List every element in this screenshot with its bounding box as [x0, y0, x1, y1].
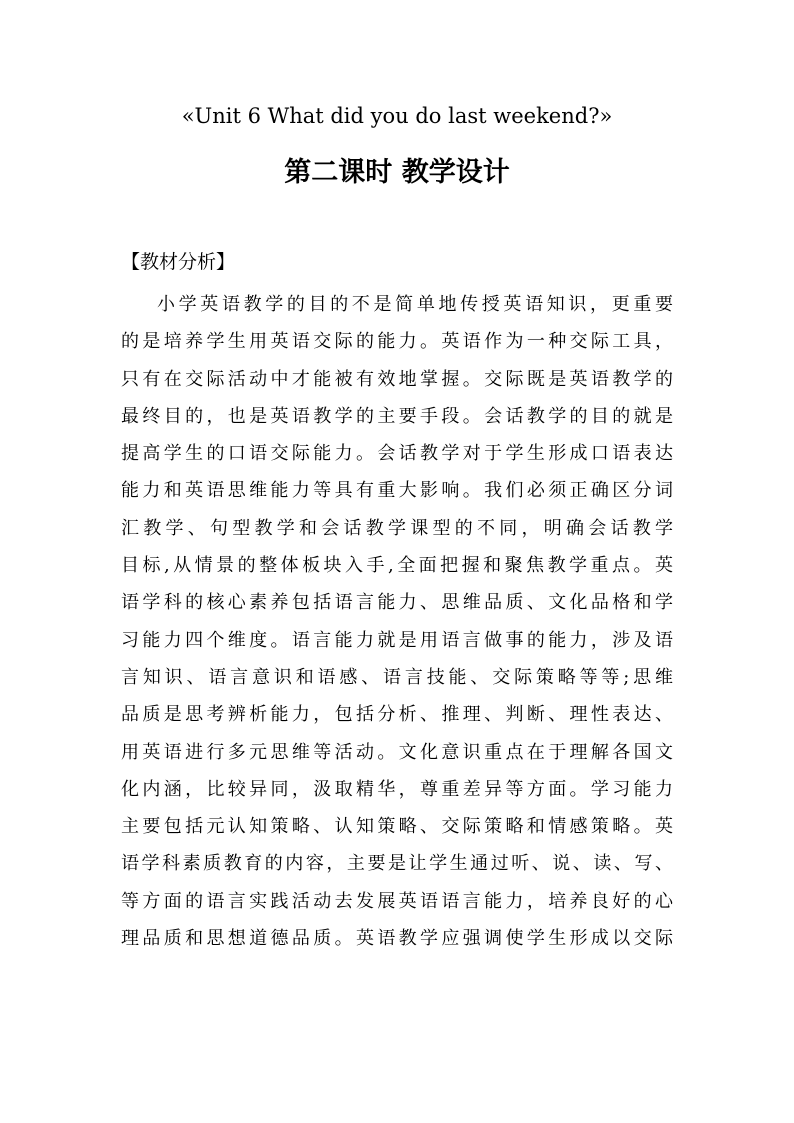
body-line: 主要包括元认知策略、认知策略、交际策略和情感策略。英: [121, 816, 673, 838]
document-title-chinese: 第二课时 教学设计: [284, 157, 510, 188]
body-line: 语学科的核心素养包括语言能力、思维品质、文化品格和学: [121, 592, 673, 614]
body-line: 目标,从情景的整体板块入手,全面把握和聚焦教学重点。英: [121, 555, 673, 577]
body-line: 的是培养学生用英语交际的能力。英语作为一种交际工具，: [121, 331, 673, 353]
body-line: 化内涵，比较异同，汲取精华，尊重差异等方面。学习能力: [121, 778, 673, 800]
body-line: 最终目的，也是英语教学的主要手段。会话教学的目的就是: [121, 405, 673, 427]
body-line: 言知识、语言意识和语感、语言技能、交际策略等等;思维: [121, 666, 673, 688]
body-line: 品质是思考辨析能力，包括分析、推理、判断、理性表达、: [121, 704, 673, 726]
body-line: 提高学生的口语交际能力。会话教学对于学生形成口语表达: [121, 443, 673, 465]
body-line: 用英语进行多元思维等活动。文化意识重点在于理解各国文: [121, 741, 673, 763]
section-body: [121, 286, 673, 957]
body-line: 只有在交际活动中才能被有效地掌握。交际既是英语教学的: [121, 368, 673, 390]
section-heading: 【教材分析】: [121, 251, 236, 273]
body-line: 理品质和思想道德品质。英语教学应强调使学生形成以交际: [121, 928, 673, 950]
body-line: 习能力四个维度。语言能力就是用语言做事的能力，涉及语: [121, 629, 673, 651]
body-line: 汇教学、句型教学和会话教学课型的不同，明确会话教学: [121, 517, 673, 539]
body-line: 等方面的语言实践活动去发展英语语言能力，培养良好的心: [121, 890, 673, 912]
document-title-english: «Unit 6 What did you do last weekend?»: [181, 104, 613, 128]
body-line: 小学英语教学的目的不是简单地传授英语知识，更重要: [157, 294, 673, 315]
body-line: 语学科素质教育的内容，主要是让学生通过听、说、读、写、: [121, 853, 673, 875]
body-line: 能力和英语思维能力等具有重大影响。我们必须正确区分词: [121, 480, 673, 502]
